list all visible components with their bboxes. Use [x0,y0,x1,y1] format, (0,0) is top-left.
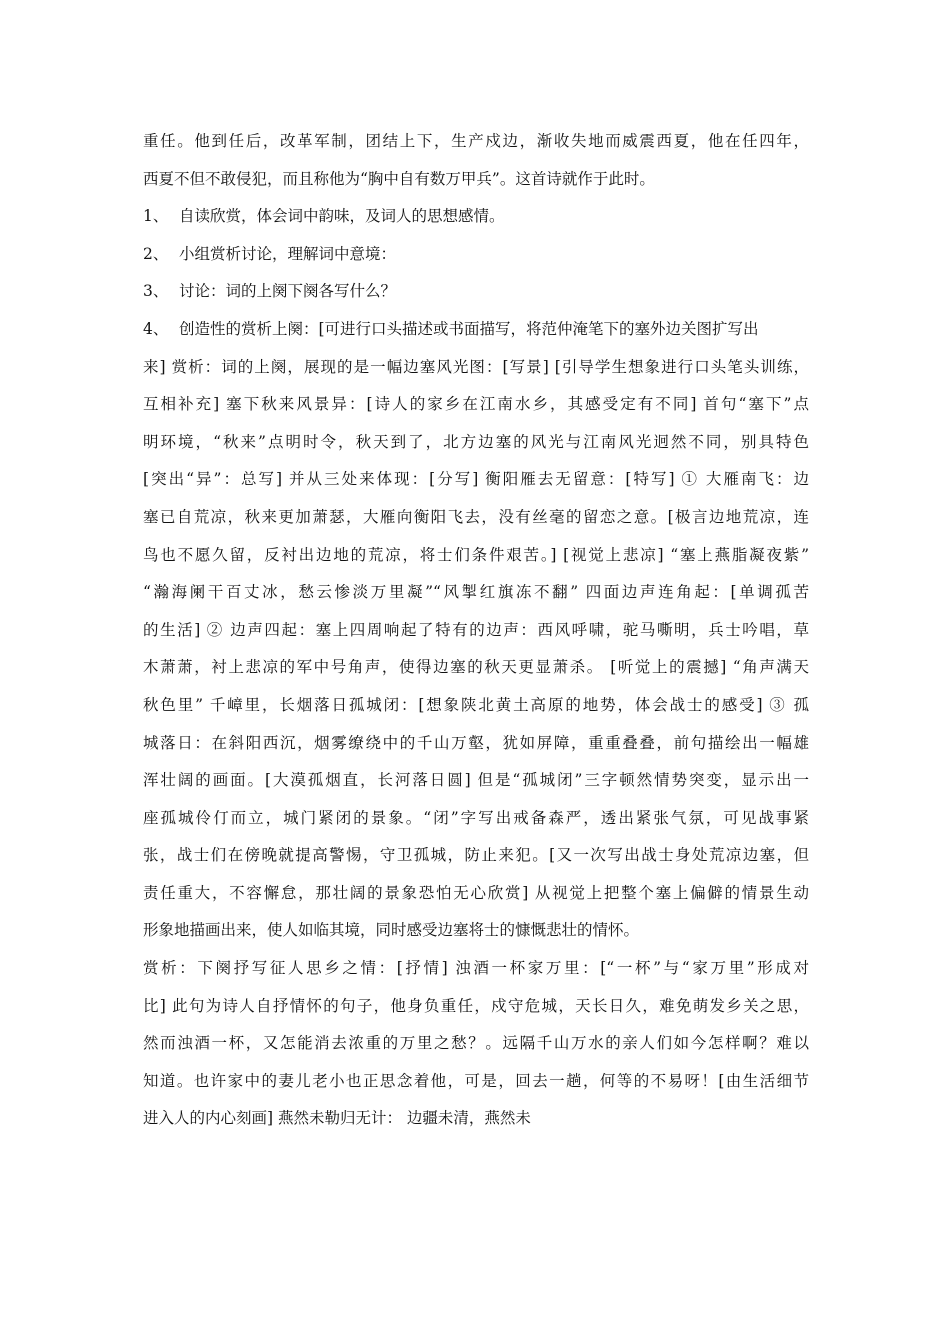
task-list [143,198,809,348]
text-line: 鸟也不愿久留，反衬出边地的荒凉，将士们条件艰苦。] [视觉上悲凉] “塞上燕脂凝夜紫” [143,545,809,564]
text-line: 重任。他到任后，改革军制，团结上下，生产戍边，渐收失地而威震西夏，他在任四年， [143,132,809,150]
text-line: 的生活] ② 边声四起：塞上四周响起了特有的边声：西风呼啸，驼马嘶明，兵士吟唱，草 [143,620,809,639]
list-text: 讨论：词的上阕下阕各写什么？ [179,282,397,301]
text-line: 西夏不但不敢侵犯，而且称他为“胸中自有数万甲兵”。这首诗就作于此时。 [143,169,655,188]
text-line: 浑壮阔的画面。[大漠孤烟直，长河落日圆] 但是“孤城闭”三字顿然情势突变，显示出一 [143,771,809,790]
text-line: 城落日：在斜阳西沉，烟雾缭绕中的千山万壑，犹如屏障，重重叠叠，前句描绘出一幅雄 [143,733,809,752]
text-line: 来] 赏析：词的上阕，展现的是一幅边塞风光图：[写景] [引导学生想象进行口头笔头训练， [143,357,809,376]
text-line: 明环境，“秋来”点明时令，秋天到了，北方边塞的风光与江南风光迥然不同，别具特色 [143,432,809,451]
list-number: 4、 [143,319,169,338]
text-line: 责任重大，不容懈怠，那壮阔的景象恐怕无心欣赏] 从视觉上把整个塞上偏僻的情景生动 [143,883,809,902]
list-text: 自读欣赏，体会词中韵味，及词人的思想感情。 [179,207,505,226]
list-number: 2、 [143,244,169,263]
list-text: 创造性的赏析上阕：[可进行口头描述或书面描写，将范仲淹笔下的塞外边关图扩写出 [179,319,759,338]
text-line: 知道。也许家中的妻儿老小也正思念着他，可是，回去一趟，何等的不易呀！[由生活细节 [143,1071,809,1090]
text-line: [突出“异”：总写] 并从三处来体现：[分写] 衡阳雁去无留意：[特写] ① 大雁南飞：边 [143,470,809,489]
list-item [143,236,809,274]
text-line: “瀚海阑干百丈冰，愁云惨淡万里凝”“风掣红旗冻不翻” 四面边声连角起：[单调孤苦 [143,583,809,602]
lower-stanza-analysis [143,950,809,1138]
text-line: 塞已自荒凉，秋来更加萧瑟，大雁向衡阳飞去，没有丝毫的留恋之意。[极言边地荒凉，连 [143,507,809,526]
list-text: 小组赏析讨论，理解词中意境： [179,244,397,263]
text-line: 比] 此句为诗人自抒情怀的句子，他身负重任，戍守危城，天长日久，难免萌发乡关之思， [143,996,809,1015]
text-line: 木萧萧，衬上悲凉的军中号角声，使得边塞的秋天更显萧杀。 [听觉上的震撼] “角声满天 [143,658,809,677]
list-number: 3、 [143,282,169,301]
document-body [143,123,809,1138]
text-line: 然而浊酒一杯，又怎能消去浓重的万里之愁？。远隔千山万水的亲人们如今怎样啊？难以 [143,1034,809,1053]
text-line: 秋色里” 千嶂里，长烟落日孤城闭：[想象陕北黄土高原的地势，体会战士的感受] ③ 孤 [143,695,809,714]
upper-stanza-analysis [143,349,809,951]
text-line: 互相补充] 塞下秋来风景异：[诗人的家乡在江南水乡，其感受定有不同] 首句“塞下”点 [143,395,809,414]
text-line: 赏析：下阕抒写征人思乡之情：[抒情] 浊酒一杯家万里：[“一杯”与“家万里”形成对 [143,959,809,978]
text-line: 进入人的内心刻画] 燕然未勒归无计： 边疆未清，燕然未 [143,1109,531,1128]
text-line: 形象地描画出来，使人如临其境，同时感受边塞将士的慷慨悲壮的情怀。 [143,921,640,940]
list-item [143,311,809,349]
list-item [143,273,809,311]
intro-paragraph [143,123,809,198]
text-line: 张，战士们在傍晚就提高警惕，守卫孤城，防止来犯。[又一次写出战士身处荒凉边塞，但 [143,846,809,865]
list-number: 1、 [143,207,169,226]
list-item [143,198,809,236]
text-line: 座孤城伶仃而立，城门紧闭的景象。“闭”字写出戒备森严，透出紧张气氛，可见战事紧 [143,808,809,827]
